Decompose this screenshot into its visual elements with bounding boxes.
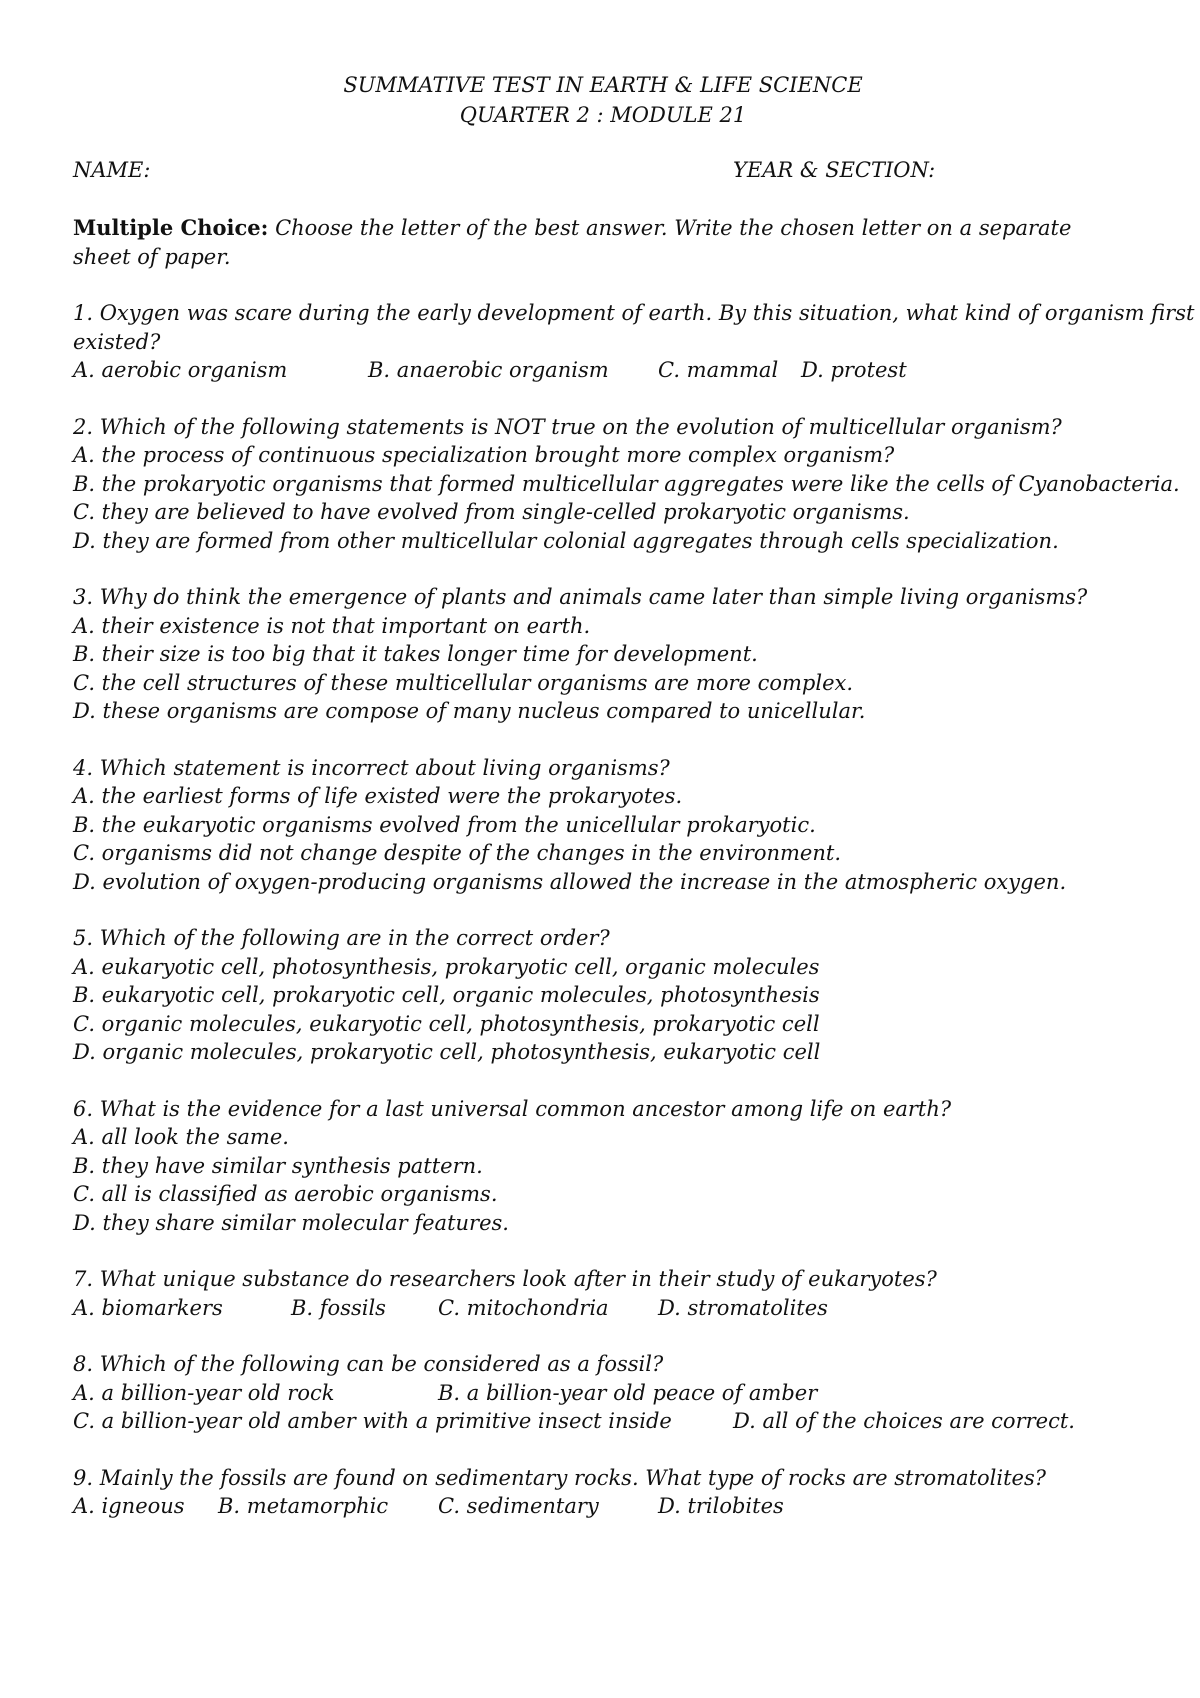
question-stem: 4. Which statement is incorrect about living organisms? [73,755,670,780]
choice-b: B. metamorphic [218,1494,389,1518]
choice-c: C. mitochondria [438,1295,609,1320]
question-4 [73,754,1133,897]
choice-b: B. they have similar synthesis pattern. [73,1153,483,1178]
choice-c: C. a billion-year old amber with a primitive insect inside [73,1409,672,1433]
instructions [73,214,1133,271]
question-3 [73,583,1133,726]
choice-a: A. eukaryotic cell, photosynthesis, prokaryotic cell, organic molecules [73,954,820,979]
choice-a: A. the process of continuous specialization brought more complex organism? [73,443,895,467]
choice-c: C. organic molecules, eukaryotic cell, photosynthesis, prokaryotic cell [73,1011,820,1036]
choice-c: C. mammal [658,358,779,382]
choice-a: A. biomarkers [73,1295,223,1320]
choice-b: B. a billion-year old peace of amber [438,1380,818,1405]
choice-b: B. the prokaryotic organisms that formed multicellular aggregates were like the cells of Cyanobacteria. [73,471,1180,496]
name-label: NAME: [73,158,151,182]
question-stem: 5. Which of the following are in the correct order? [73,926,610,950]
name-row [73,156,1133,186]
question-stem: 7. What unique substance do researchers look after in their study of eukaryotes? [73,1267,937,1291]
choice-d: D. protest [801,358,907,382]
choices-row [73,1379,1133,1408]
question-stem: 1. Oxygen was scare during the early development of earth. By this situation, what kind of organism first [73,301,1195,325]
question-stem: 3. Why do think the emergence of plants and animals came later than simple living organisms? [73,585,1088,609]
instructions-label: Multiple Choice: [73,215,269,240]
choice-a: A. igneous [73,1494,185,1518]
choice-d: D. organic molecules, prokaryotic cell, photosynthesis, eukaryotic cell [73,1040,821,1064]
question-stem-continued: existed? [73,329,161,354]
choice-c: C. all is classified as aerobic organisms. [73,1182,498,1206]
question-1 [73,299,1195,385]
document-content [73,70,1195,1521]
choice-a: A. the earliest forms of life existed were the prokaryotes. [73,784,683,808]
instructions-text: Choose the letter of the best answer. Write the chosen letter on a separate sheet of paper. [73,216,1072,269]
choice-a: A. their existence is not that important on earth. [73,613,591,638]
choice-c: C. the cell structures of these multicellular organisms are more complex. [73,670,854,695]
test-subtitle: QUARTER 2 : MODULE 21 [459,103,747,127]
choices-row [73,1407,1133,1436]
question-2 [73,413,1180,556]
question-9 [73,1464,1133,1521]
choice-d: D. all of the choices are correct. [733,1409,1075,1433]
question-stem: 2. Which of the following statements is NOT true on the evolution of multicellular organism? [73,414,1062,439]
choice-c: C. they are believed to have evolved from single-celled prokaryotic organisms. [73,500,910,524]
question-5 [73,924,1133,1067]
question-6 [73,1095,1133,1238]
question-8 [73,1350,1133,1436]
question-stem: 9. Mainly the fossils are found on sedimentary rocks. What type of rocks are stromatolites? [73,1465,1047,1490]
choice-b: B. their size is too big that it takes longer time for development. [73,642,758,666]
choice-d: D. they share similar molecular features. [73,1210,509,1235]
question-stem: 6. What is the evidence for a last universal common ancestor among life on earth? [73,1096,952,1121]
choice-c: C. sedimentary [438,1494,599,1518]
choice-d: D. stromatolites [658,1295,828,1320]
choice-b: B. the eukaryotic organisms evolved from the unicellular prokaryotic. [73,812,816,837]
choice-c: C. organisms did not change despite of the changes in the environment. [73,841,841,865]
choice-d: D. trilobites [658,1494,784,1518]
choice-a: A. aerobic organism [73,358,288,382]
choice-a: A. all look the same. [73,1125,289,1149]
choices-row [73,356,1133,385]
choices-row [73,1492,1133,1521]
year-section-label: YEAR & SECTION: [733,158,936,182]
choice-a: A. a billion-year old rock [73,1380,335,1405]
choice-b: B. anaerobic organism [368,358,609,382]
choice-b: B. eukaryotic cell, prokaryotic cell, organic molecules, photosynthesis [73,983,820,1007]
question-7 [73,1265,1133,1322]
choice-d: D. they are formed from other multicellular colonial aggregates through cells specialization. [73,528,1059,553]
choice-d: D. these organisms are compose of many nucleus compared to unicellular. [73,699,866,723]
test-title: SUMMATIVE TEST IN EARTH & LIFE SCIENCE [343,73,863,97]
question-stem: 8. Which of the following can be considered as a fossil? [73,1352,664,1376]
choice-d: D. evolution of oxygen-producing organisms allowed the increase in the atmospheric oxygen. [73,869,1067,894]
choices-row [73,1294,1133,1323]
choice-b: B. fossils [291,1295,386,1320]
